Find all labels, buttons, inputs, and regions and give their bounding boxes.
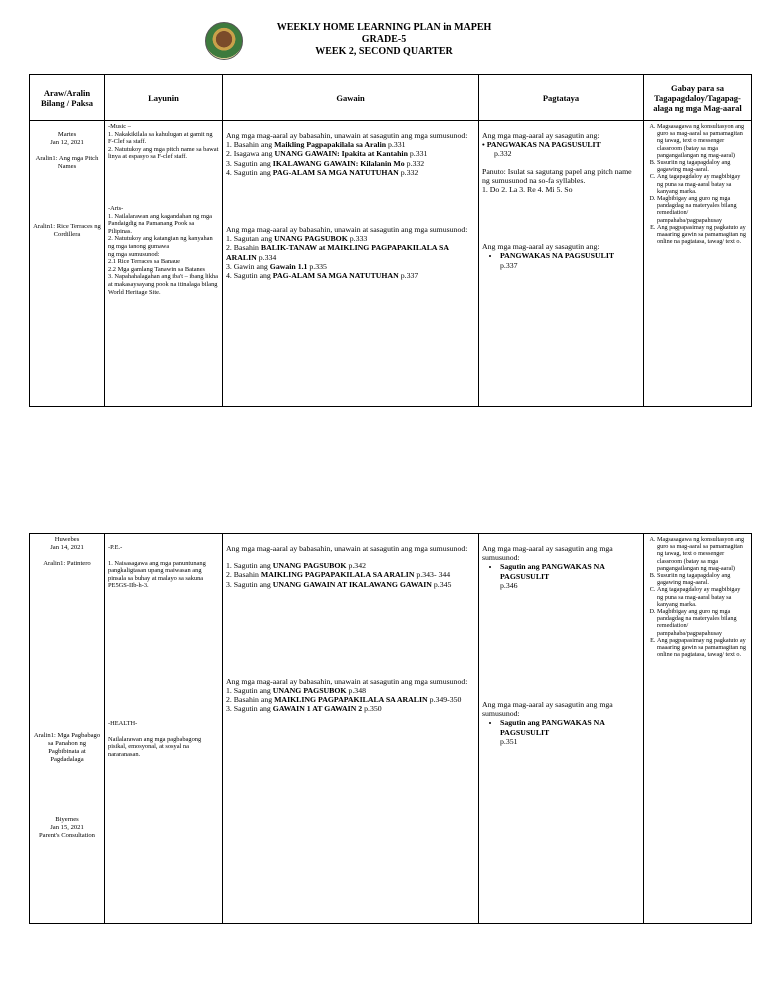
gabay-item: B. Susuriin ng tagapagdaloy ang gagawing mag-aaral. (657, 572, 748, 586)
pagtataya-page: p.346 (500, 580, 518, 590)
date-label: Jan 14, 2021 (50, 544, 84, 551)
layunin-item: 1. Nakakikilala sa kahulugan at gamit ng F-Clef sa staff. (108, 130, 213, 146)
gabay-cell (644, 534, 752, 924)
layunin-item: 2.1 Rice Terraces sa Banaue (108, 258, 181, 266)
aralin-label: Aralin1: Mga Pagbabago sa Panahon ng Pagbibinata at Pagdadalaga (33, 732, 101, 763)
col-header-araw: Araw/Aralin Bilang / Paksa (30, 75, 105, 121)
gawain-item: 1. Sagutin ang UNANG PAGSUBOK p.342 (226, 561, 366, 571)
gabay-item: E. Ang pagpapasimay ng pagkatuto ay maaaring gawin sa pamamagitan ng online na pagtatasa, tawag/ text o. (657, 224, 748, 246)
gabay-item: E. Ang pagpapasimay ng pagkatuto ay maaaring gawin sa pamamagitan ng online na pagtatasa, tawag/ text o. (657, 637, 748, 659)
gabay-item: C. Ang tagapagdaloy ay magbibigay ng puna sa mag-aaral batay sa kanyang marka. (657, 586, 748, 608)
col-header-layunin: Layunin (105, 75, 223, 121)
col-header-pagtataya: Pagtataya (479, 75, 644, 121)
day-label: Huwebes (54, 536, 80, 543)
gawain-item: 3. Sagutin ang UNANG GAWAIN AT IKALAWANG GAWAIN p.345 (226, 579, 452, 589)
gawain-item: 1. Sagutan ang UNANG PAGSUBOK p.333 (226, 234, 368, 244)
gabay-cell (644, 121, 752, 407)
document-title: WEEKLY HOME LEARNING PLAN in MAPEH (276, 22, 492, 33)
gawain-item: 3. Gawin ang Gawain 1.1 p.335 (226, 261, 327, 271)
gabay-item: A. Magsasagawa ng konsultasyon ang guro sa mag-aaral sa pamamagitan ng tawag, text o messenger classroom (batay sa mga pangangailangan ng mag-aaral) (657, 536, 748, 572)
gawain-item: 1. Sagutin ang UNANG PAGSUBOK p.348 (226, 686, 366, 696)
gawain-intro: Ang mga mag-aaral ay babasahin, unawain at sasagutin ang mga sumusunod: (226, 131, 468, 140)
gawain-item: 2. Basahin ang MAIKLING PAGPAPAKILALA SA ARALIN p.349-350 (226, 695, 462, 705)
grade-label: GRADE-5 (361, 34, 407, 45)
layunin-item: 2. Natutukoy ang mga pitch name sa bawat linya at espasyo sa F-clef staff. (108, 145, 219, 161)
gabay-item: A. Magsasagawa ng konsultasyon ang guro sa mag-aaral sa pamamagitan ng tawag, text o messenger classroom (batay sa mga pangangailangan ng mag-aaral) (657, 123, 748, 159)
pagtataya-bullet: • PANGWAKAS NA PAGSUSULIT (500, 251, 640, 260)
layunin-item: 3. Napahahalagahan ang iba't – ibang likha at makasaysayang pook na itinalaga bilang World Heritage Site. (108, 273, 218, 296)
gawain-item: 1. Basahin ang Maikling Pagpapakilala sa Aralin p.331 (226, 140, 406, 150)
pagtataya-items: 1. Do 2. La 3. Re 4. Mi 5. So (482, 185, 573, 195)
layunin-item: 2.2 Mga gamlang Tanawin sa Batanes (108, 265, 206, 273)
layunin-item: 2. Natutukoy ang katangian ng kanyahan ng mga tanong gumawa (108, 235, 213, 250)
araw-cell (30, 534, 105, 924)
aralin-label: Aralin1: Rice Terraces ng Cordillera (33, 223, 101, 238)
week-label: WEEK 2, SECOND QUARTER (315, 46, 453, 57)
pagtataya-cell (479, 121, 644, 407)
gawain-cell (223, 121, 479, 407)
arts-title: -Arts- (108, 204, 124, 212)
col-header-gabay: Gabay para sa Tagapagdaloy/Tagapag-alaga ng mga Mag-aaral (644, 75, 752, 121)
plan-table-1 (29, 74, 752, 407)
date-label: Jan 15, 2021 (50, 824, 84, 831)
gawain-cell (223, 534, 479, 924)
day-label: Biyernes (55, 816, 79, 823)
aralin-label: Aralin1: Patintero (43, 560, 91, 567)
gabay-item: C. Ang tagapagdaloy ay magbibigay ng puna sa mag-aaral batay sa kanyang marka. (657, 173, 748, 195)
gawain-item: 4. Sagutin ang PAG-ALAM SA MGA NATUTUHAN p.332 (226, 167, 419, 177)
document-header (0, 22, 768, 58)
gabay-item: D. Magbibigay ang guro ng mga pandagdag na materyales bilang remediation/ pampahaba/pagpapahusay (657, 608, 748, 637)
health-title: -HEALTH- (108, 719, 138, 727)
plan-table-2 (29, 533, 752, 924)
pagtataya-bullet: • Sagutin ang PANGWAKAS NA PAGSUSULIT (500, 562, 640, 580)
gawain-item: 2. Isagawa ang UNANG GAWAIN: Ipakita at Kantahin p.331 (226, 149, 428, 159)
layunin-item: 1. Naisasagawa ang mga panuntunang pangkaligtasan upang maiwasan ang pinsala sa buhay at malayo sa sakuna PE5GS-IIb-h-3. (108, 559, 206, 590)
layunin-item: ng mga sumusunod: (108, 250, 160, 258)
gabay-item: B. Susuriin ng tagapagdaloy ang gagawing mag-aaral. (657, 159, 748, 173)
pagtataya-page: p.337 (500, 260, 518, 270)
layunin-cell (105, 534, 223, 924)
gawain-intro: Ang mga mag-aaral ay babasahin, unawain at sasagutin ang mga sumusunod: (226, 225, 468, 235)
gawain-item: 2. Basahin BALIK-TANAW at MAIKLING PAGPAPAKILALA SA ARALIN p.334 (226, 243, 449, 262)
pagtataya-page: p.351 (500, 736, 518, 746)
gabay-item: D. Magbibigay ang guro ng mga pandagdag na materyales bilang remediation/ pampahaba/pagpapahusay (657, 195, 748, 224)
pagtataya-bullet: • Sagutin ang PANGWAKAS NA PAGSUSULIT (500, 718, 640, 736)
music-title: -Music – (108, 123, 131, 130)
aralin-label: Aralin1: Ang mga Pitch Names (35, 155, 99, 170)
pagtataya-intro: Ang mga mag-aaral ay sasagutin ang mga sumusunod: (482, 700, 613, 719)
gawain-item: 4. Sagutin ang PAG-ALAM SA MGA NATUTUHAN p.337 (226, 271, 419, 281)
pagtataya-cell (479, 534, 644, 924)
gawain-item: 3. Sagutin ang GAWAIN 1 AT GAWAIN 2 p.350 (226, 704, 382, 714)
pagtataya-panuto: Panuto: Isulat sa sagutang papel ang pitch name ng sumusunod na so-fa syllables. (482, 166, 632, 185)
gawain-item: 3. Sagutin ang IKALAWANG GAWAIN: Kilalanin Mo p.332 (226, 158, 425, 168)
pagtataya-intro: Ang mga mag-aaral ay sasagutin ang: (482, 242, 600, 252)
gawain-intro: Ang mga mag-aaral ay babasahin, unawain at sasagutin ang mga sumusunod: (226, 544, 468, 553)
date-label: Jan 12, 2021 (50, 139, 84, 146)
pagtataya-intro: Ang mga mag-aaral ay sasagutin ang mga sumusunod: (482, 544, 613, 563)
col-header-gawain: Gawain (223, 75, 479, 121)
day-label: Martes (57, 131, 77, 138)
layunin-item: 1. Nailalarawan ang kagandahan ng mga Pandaigdig na Pamanang Pook sa Pilipinas. (108, 212, 212, 235)
pagtataya-bullet: • PANGWAKAS NA PAGSUSULIT (482, 140, 601, 150)
araw-cell (30, 121, 105, 407)
layunin-item: Nailalarawan ang mga pagbabagong pisikal, emosyonal, at sosyal na nararanasan. (108, 735, 202, 758)
pagtataya-page: p.332 (494, 149, 512, 159)
pagtataya-intro: Ang mga mag-aaral ay sasagutin ang: (482, 131, 600, 140)
pe-title: -P.E.- (108, 544, 123, 551)
gawain-intro: Ang mga mag-aaral ay babasahin, unawain at sasagutin ang mga sumusunod: (226, 676, 468, 686)
consultation-label: Parent's Consultation (39, 832, 95, 839)
gawain-item: 2. Basahin MAIKLING PAGPAPAKILALA SA ARALIN p.343- 344 (226, 570, 451, 580)
layunin-cell (105, 121, 223, 407)
